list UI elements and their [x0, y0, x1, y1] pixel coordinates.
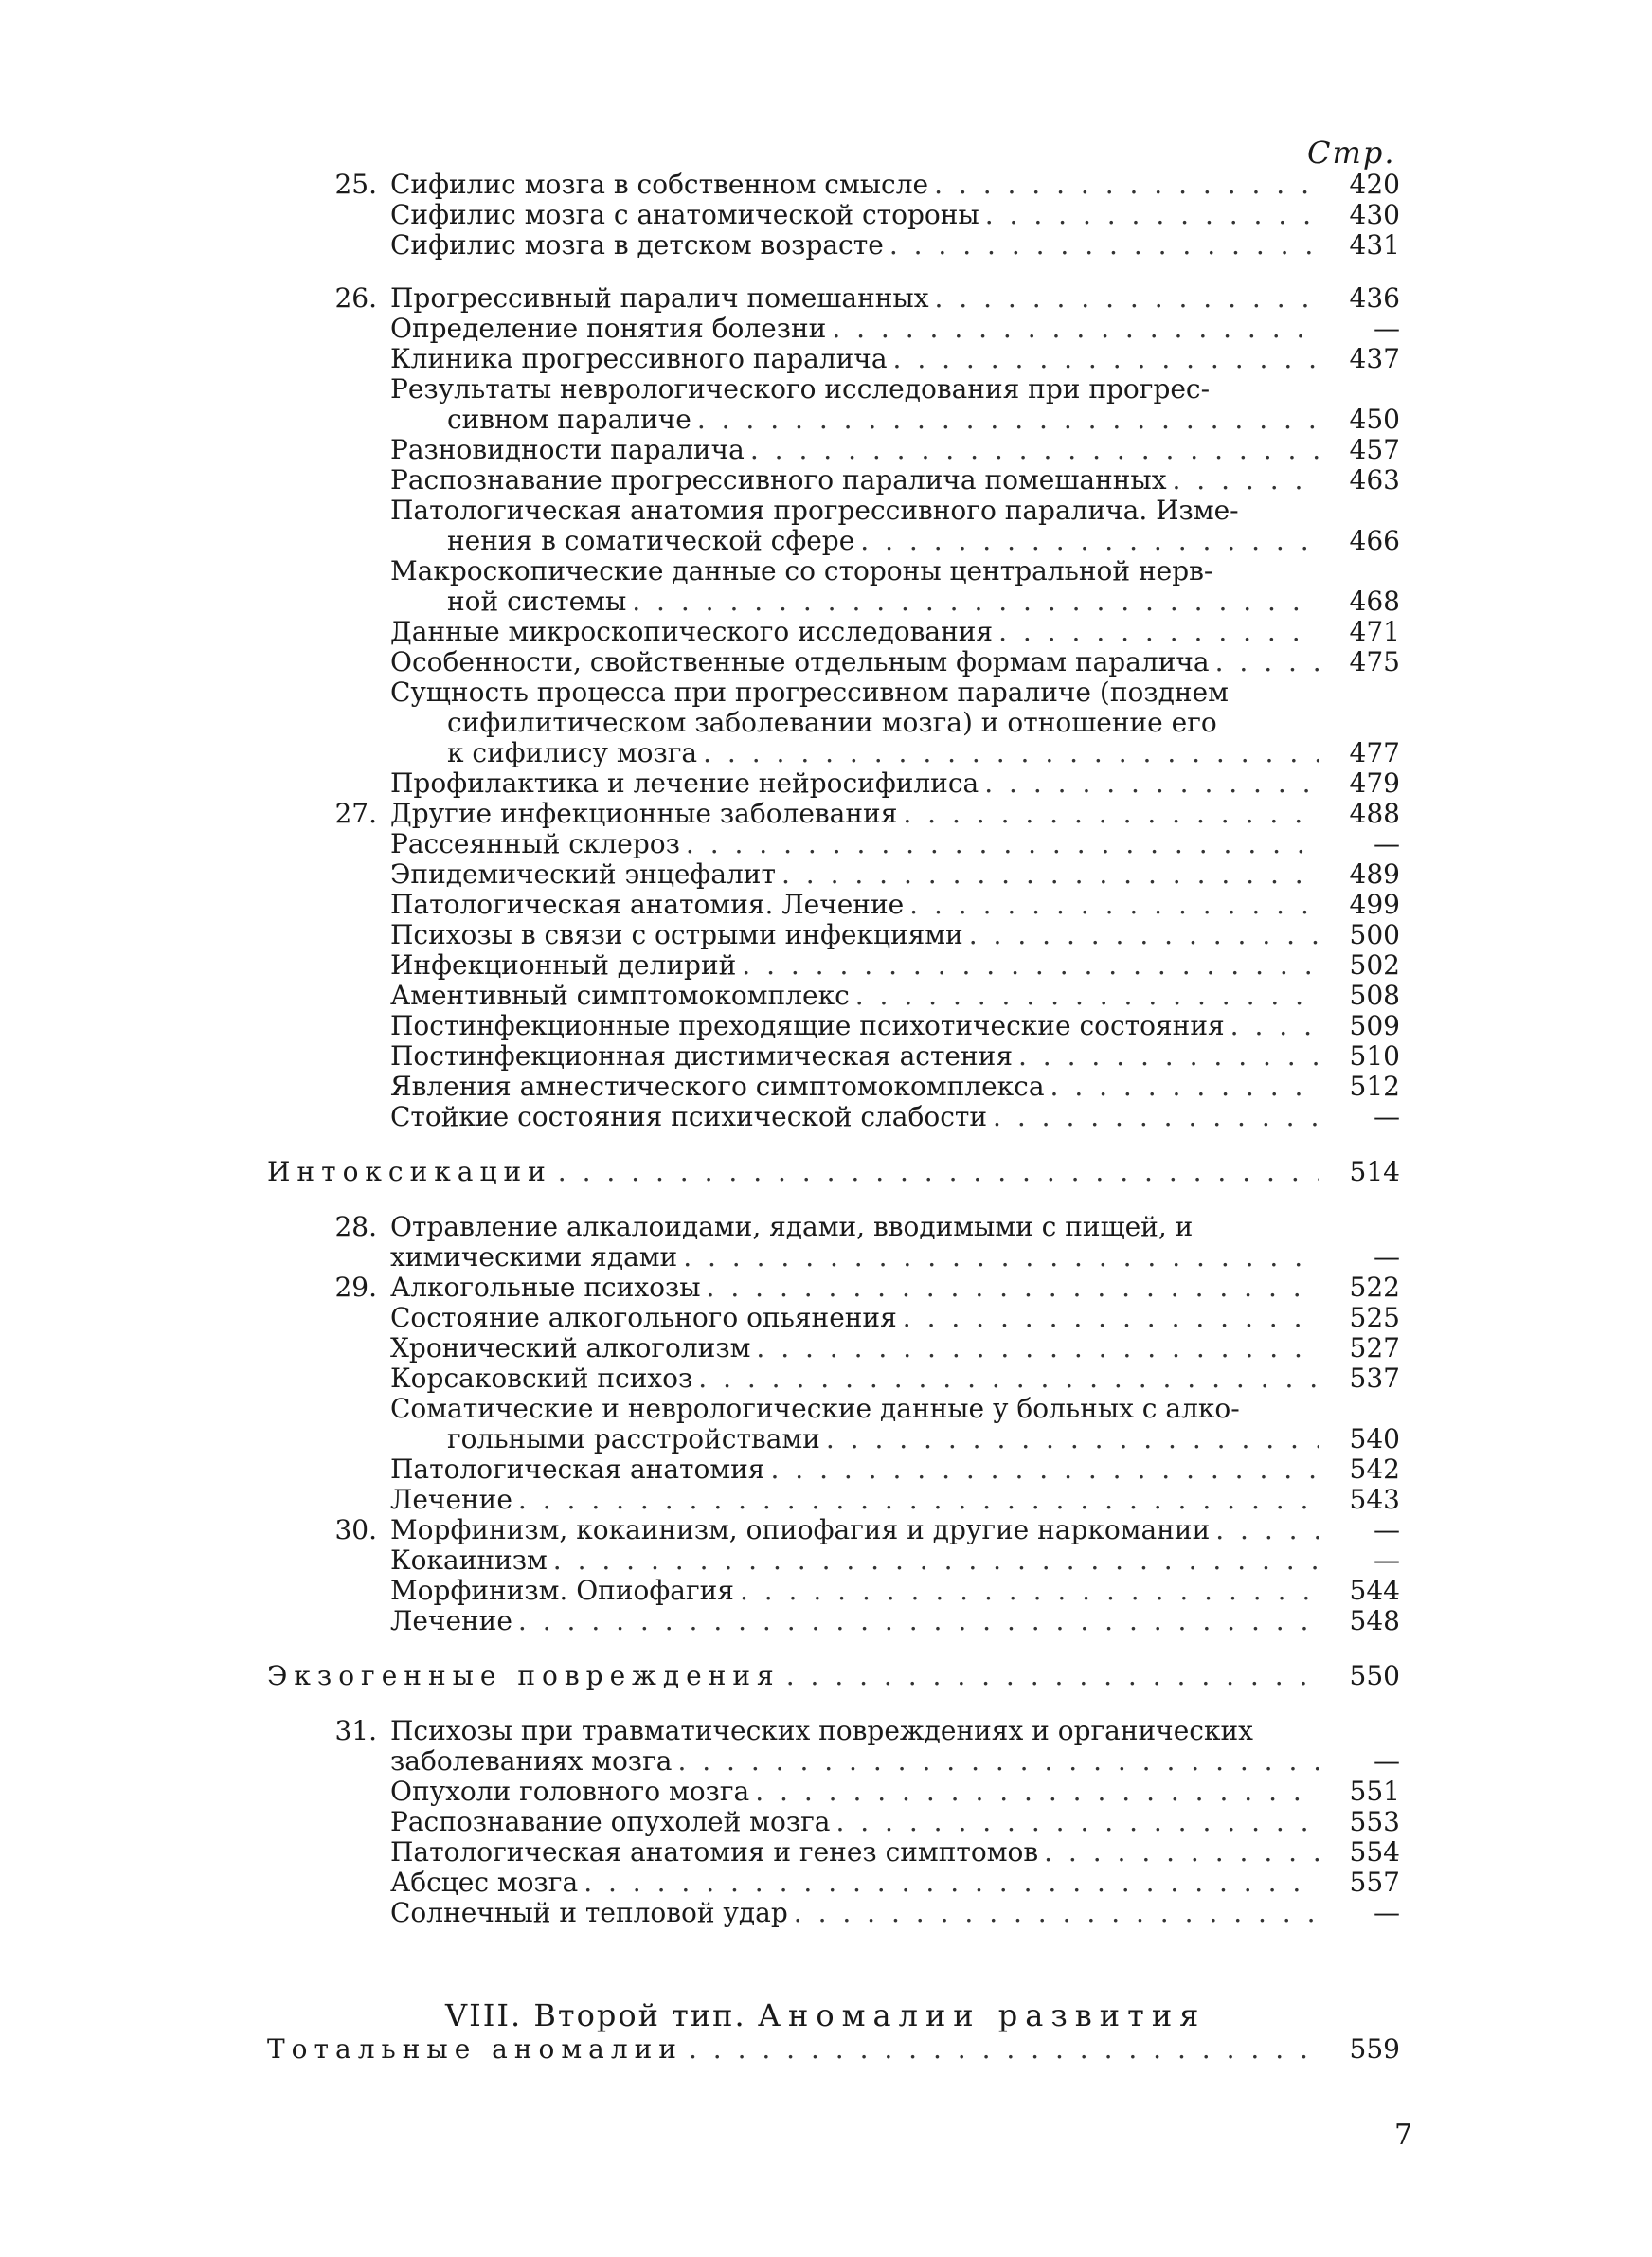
- part-label: Второй тип.: [533, 1997, 746, 2033]
- dot-leader: [850, 980, 1319, 1012]
- toc-entry: [0, 889, 1400, 921]
- toc-entry: [0, 1514, 1400, 1546]
- toc-entry: [0, 1302, 1400, 1334]
- toc-entry-page: 543: [1349, 1484, 1400, 1515]
- dot-leader: [904, 889, 1319, 921]
- toc-entry-page: 468: [1349, 586, 1400, 617]
- toc-entry: [0, 434, 1400, 466]
- dot-leader: [745, 434, 1319, 466]
- toc-entry-title: Инфекционный делирий: [390, 949, 737, 981]
- toc-entry-page: 553: [1349, 1806, 1400, 1837]
- toc-entry: [0, 1745, 1400, 1778]
- toc-entry-title: Разновидности паралича: [390, 434, 745, 465]
- part-heading: [445, 1997, 1206, 2033]
- toc-entry-title: Профилактика и лечение нейросифилиса: [390, 767, 979, 799]
- toc-entry-title: Рассеянный склероз: [390, 828, 680, 859]
- toc-entry: [0, 1101, 1400, 1133]
- part-title-text: Аномалии развития: [757, 1997, 1207, 2033]
- dot-leader: [697, 737, 1319, 769]
- toc-entry-page: —: [1374, 1897, 1400, 1928]
- toc-entry-title: Явления амнестического симптомокомплекса: [390, 1071, 1045, 1102]
- dot-leader: [1210, 646, 1319, 678]
- dot-leader: [1166, 464, 1319, 497]
- toc-entry: [0, 199, 1400, 231]
- toc-entry-title: Состояние алкогольного опьянения: [390, 1302, 897, 1333]
- toc-section-heading: [0, 2033, 1400, 2066]
- dot-leader: [1225, 1010, 1319, 1042]
- toc-entry-page: 466: [1349, 525, 1400, 556]
- toc-entry-title: Сифилис мозга в собственном смысле: [390, 169, 929, 200]
- toc-entry: [0, 919, 1400, 951]
- toc-entry-page: 436: [1349, 282, 1400, 314]
- toc-entry-title: Данные микроскопического исследования: [390, 616, 994, 647]
- toc-entry: [0, 646, 1400, 678]
- toc-entry-title: Кокаинизм: [390, 1544, 548, 1576]
- toc-entry-title: Корсаковский психоз: [390, 1363, 693, 1394]
- toc-entry-page: 554: [1349, 1836, 1400, 1868]
- toc-entry-page: 542: [1349, 1454, 1400, 1485]
- toc-entry-title: Хронический алкоголизм: [390, 1332, 751, 1363]
- toc-entry-page: 512: [1349, 1071, 1400, 1102]
- dot-leader: [512, 1484, 1319, 1516]
- toc-section-heading: [0, 1660, 1400, 1692]
- toc-entry-page: 551: [1349, 1776, 1400, 1807]
- toc-entry: [0, 949, 1400, 982]
- page-column-header: Стр.: [1307, 135, 1396, 171]
- toc-entry-page: 450: [1349, 404, 1400, 435]
- toc-entry-title: гольными расстройствами: [447, 1423, 820, 1454]
- toc-entry: [0, 1241, 1400, 1273]
- toc-entry-number: 30.: [334, 1514, 377, 1545]
- toc-entry: [0, 1715, 1400, 1747]
- toc-entry-title: Абсцес мозга: [390, 1867, 579, 1898]
- toc-entry-title: Результаты неврологического исследования при прогрес-: [390, 373, 1211, 405]
- toc-entry-title: ной системы: [447, 586, 627, 617]
- toc-entry-page: 514: [1349, 1156, 1400, 1187]
- toc-entry: [0, 858, 1400, 891]
- toc-entry-title: Постинфекционная дистимическая астения: [390, 1040, 1013, 1072]
- toc-entry-title: Аментивный симптомокомплекс: [390, 980, 850, 1011]
- toc-entry-page: 477: [1349, 737, 1400, 768]
- toc-entry-title: Экзогенные повреждения: [267, 1660, 781, 1691]
- toc-entry: [0, 1040, 1400, 1073]
- toc-entry-title: Определение понятия болезни: [390, 313, 827, 344]
- dot-leader: [736, 949, 1319, 982]
- toc-entry-title: Психозы при травматических повреждениях и органических: [390, 1715, 1253, 1746]
- dot-leader: [672, 1745, 1319, 1778]
- toc-entry-title: сивном параличе: [447, 404, 691, 435]
- toc-entry-title: Патологическая анатомия прогрессивного паралича. Изме-: [390, 495, 1239, 526]
- toc-entry: [0, 1071, 1400, 1103]
- dot-leader: [578, 1867, 1319, 1899]
- toc-entry-page: —: [1374, 1514, 1400, 1545]
- toc-entry-page: 525: [1349, 1302, 1400, 1333]
- toc-entry-title: заболеваниях мозга: [390, 1745, 673, 1777]
- dot-leader: [677, 1241, 1319, 1273]
- toc-entry: [0, 1575, 1400, 1607]
- dot-leader: [979, 767, 1319, 800]
- toc-entry: [0, 1272, 1400, 1304]
- toc-entry: [0, 828, 1400, 860]
- toc-entry-page: 544: [1349, 1575, 1400, 1606]
- toc-entry: [0, 767, 1400, 800]
- toc-entry: [0, 1423, 1400, 1455]
- toc-entry-number: 31.: [334, 1715, 377, 1746]
- toc-entry-title: Соматические и неврологические данные у больных с алко-: [390, 1393, 1240, 1424]
- dot-leader: [734, 1575, 1319, 1607]
- toc-entry: [0, 464, 1400, 497]
- toc-entry-title: Другие инфекционные заболевания: [390, 798, 898, 829]
- dot-leader: [897, 798, 1319, 830]
- toc-entry-number: 26.: [334, 282, 377, 314]
- toc-entry-page: 527: [1349, 1332, 1400, 1363]
- toc-entry: [0, 677, 1400, 709]
- toc-entry-number: 29.: [334, 1272, 377, 1303]
- toc-entry-page: 457: [1349, 434, 1400, 465]
- toc-entry: [0, 1393, 1400, 1425]
- toc-entry: [0, 495, 1400, 527]
- toc-entry-page: 471: [1349, 616, 1400, 647]
- toc-entry-page: 488: [1349, 798, 1400, 829]
- toc-entry-title: Алкогольные психозы: [390, 1272, 701, 1303]
- toc-entry-page: 502: [1349, 949, 1400, 981]
- toc-entry: [0, 1806, 1400, 1838]
- toc-entry: [0, 169, 1400, 201]
- toc-entry-page: 510: [1349, 1040, 1400, 1072]
- toc-entry: [0, 1010, 1400, 1042]
- dot-leader: [987, 1101, 1319, 1133]
- toc-entry-title: Лечение: [390, 1484, 512, 1515]
- toc-entry-page: —: [1374, 1544, 1400, 1576]
- toc-entry: [0, 1897, 1400, 1929]
- dot-leader: [830, 1806, 1319, 1838]
- dot-leader: [963, 919, 1319, 951]
- dot-leader: [884, 229, 1319, 262]
- toc-entry-number: 27.: [334, 798, 377, 829]
- dot-leader: [750, 1332, 1319, 1364]
- toc-section-heading: [0, 1156, 1400, 1188]
- dot-leader: [888, 343, 1319, 375]
- toc-entry-title: Особенности, свойственные отдельным формам паралича: [390, 646, 1210, 677]
- dot-leader: [749, 1776, 1319, 1808]
- toc-entry-title: Сифилис мозга с анатомической стороны: [390, 199, 979, 230]
- dot-leader: [1013, 1040, 1319, 1073]
- toc-entry-page: 463: [1349, 464, 1400, 496]
- dot-leader: [701, 1272, 1319, 1304]
- dot-leader: [979, 199, 1319, 231]
- toc-entry-page: 559: [1349, 2033, 1400, 2065]
- toc-entry-title: Распознавание опухолей мозга: [390, 1806, 831, 1837]
- toc-entry-title: Прогрессивный паралич помешанных: [390, 282, 929, 314]
- toc-entry: [0, 343, 1400, 375]
- toc-entry-title: сифилитическом заболевании мозга) и отношение его: [447, 707, 1217, 738]
- toc-entry: [0, 1363, 1400, 1395]
- toc-entry: [0, 737, 1400, 769]
- toc-entry-title: Патологическая анатомия и генез симптомов: [390, 1836, 1039, 1868]
- toc-entry-page: 437: [1349, 343, 1400, 374]
- toc-entry-title: Патологическая анатомия. Лечение: [390, 889, 905, 920]
- toc-entry: [0, 1544, 1400, 1577]
- toc-entry-title: Постинфекционные преходящие психотические состояния: [390, 1010, 1225, 1041]
- toc-entry-page: —: [1374, 1101, 1400, 1132]
- toc-entry: [0, 1836, 1400, 1869]
- dot-leader: [897, 1302, 1319, 1334]
- toc-entry-title: нения в соматической сфере: [447, 525, 855, 556]
- toc-entry-title: Эпидемический энцефалит: [390, 858, 776, 890]
- dot-leader: [692, 1363, 1319, 1395]
- toc-entry-title: Патологическая анатомия: [390, 1454, 765, 1485]
- toc-entry-title: Стойкие состояния психической слабости: [390, 1101, 988, 1132]
- toc-entry-title: Опухоли головного мозга: [390, 1776, 750, 1807]
- toc-entry-page: 537: [1349, 1363, 1400, 1394]
- toc-entry: [0, 1867, 1400, 1899]
- toc-entry-title: Клиника прогрессивного паралича: [390, 343, 888, 374]
- toc-entry-title: химическими ядами: [390, 1241, 678, 1273]
- toc-entry: [0, 616, 1400, 648]
- toc-entry-title: Лечение: [390, 1605, 512, 1636]
- dot-leader: [854, 525, 1319, 557]
- dot-leader: [764, 1454, 1319, 1486]
- toc-entry-page: 522: [1349, 1272, 1400, 1303]
- toc-entry: [0, 586, 1400, 618]
- dot-leader: [781, 1660, 1319, 1692]
- toc-entry-number: 25.: [334, 169, 377, 200]
- toc-entry-page: —: [1374, 828, 1400, 859]
- toc-entry-page: 548: [1349, 1605, 1400, 1636]
- toc-entry-page: 489: [1349, 858, 1400, 890]
- dot-leader: [626, 586, 1319, 618]
- toc-entry: [0, 555, 1400, 587]
- toc-entry-page: 557: [1349, 1867, 1400, 1898]
- toc-entry: [0, 1332, 1400, 1364]
- dot-leader: [1038, 1836, 1319, 1869]
- toc-entry: [0, 282, 1400, 315]
- toc-entry: [0, 1484, 1400, 1516]
- dot-leader: [788, 1897, 1319, 1929]
- dot-leader: [1045, 1071, 1319, 1103]
- toc-entry: [0, 373, 1400, 406]
- dot-leader: [683, 2033, 1319, 2066]
- toc-entry-title: Сифилис мозга в детском возрасте: [390, 229, 884, 261]
- dot-leader: [691, 404, 1319, 436]
- toc-entry-page: 508: [1349, 980, 1400, 1011]
- toc-entry: [0, 313, 1400, 345]
- toc-entry-title: Психозы в связи с острыми инфекциями: [390, 919, 963, 950]
- toc-entry: [0, 525, 1400, 557]
- toc-entry-title: Распознавание прогрессивного паралича помешанных: [390, 464, 1167, 496]
- page-number: 7: [1394, 2119, 1413, 2152]
- toc-entry-page: 420: [1349, 169, 1400, 200]
- toc-entry-title: Тотальные аномалии: [267, 2033, 683, 2065]
- toc-entry-page: 479: [1349, 767, 1400, 799]
- toc-entry-page: 540: [1349, 1423, 1400, 1454]
- toc-entry: [0, 980, 1400, 1012]
- toc-entry-title: Сущность процесса при прогрессивном параличе (позднем: [390, 677, 1229, 708]
- toc-entry-page: —: [1374, 1745, 1400, 1777]
- toc-entry-title: Макроскопические данные со стороны центральной нерв-: [390, 555, 1213, 587]
- part-roman-numeral: VIII.: [445, 1997, 523, 2033]
- dot-leader: [929, 282, 1320, 315]
- toc-entry-page: —: [1374, 313, 1400, 344]
- toc-entry: [0, 798, 1400, 830]
- toc-entry-title: Интоксикации: [267, 1156, 552, 1187]
- dot-leader: [993, 616, 1319, 648]
- dot-leader: [548, 1544, 1319, 1577]
- toc-entry-page: 509: [1349, 1010, 1400, 1041]
- dot-leader: [512, 1605, 1319, 1637]
- dot-leader: [680, 828, 1319, 860]
- toc-entry-page: 550: [1349, 1660, 1400, 1691]
- dot-leader: [820, 1423, 1319, 1455]
- toc-entry: [0, 1776, 1400, 1808]
- toc-entry: [0, 1605, 1400, 1637]
- dot-leader: [826, 313, 1319, 345]
- toc-entry-number: 28.: [334, 1211, 377, 1242]
- toc-entry-page: 431: [1349, 229, 1400, 261]
- toc-entry-title: Морфинизм, кокаинизм, опиофагия и другие наркомании: [390, 1514, 1211, 1545]
- toc-entry-page: 500: [1349, 919, 1400, 950]
- toc-entry-page: 475: [1349, 646, 1400, 677]
- dot-leader: [1210, 1514, 1319, 1546]
- toc-entry-page: 499: [1349, 889, 1400, 920]
- toc-entry-title: к сифилису мозга: [447, 737, 698, 768]
- toc-entry-page: —: [1374, 1241, 1400, 1273]
- toc-entry-title: Солнечный и тепловой удар: [390, 1897, 788, 1928]
- toc-entry-title: Морфинизм. Опиофагия: [390, 1575, 734, 1606]
- dot-leader: [552, 1156, 1319, 1188]
- toc-entry: [0, 404, 1400, 436]
- toc-entry: [0, 1211, 1400, 1243]
- dot-leader: [776, 858, 1319, 891]
- toc-entry: [0, 707, 1400, 739]
- toc-entry-page: 430: [1349, 199, 1400, 230]
- toc-entry: [0, 1454, 1400, 1486]
- dot-leader: [928, 169, 1319, 201]
- toc-entry: [0, 229, 1400, 262]
- toc-entry-title: Отравление алкалоидами, ядами, вводимыми с пищей, и: [390, 1211, 1194, 1242]
